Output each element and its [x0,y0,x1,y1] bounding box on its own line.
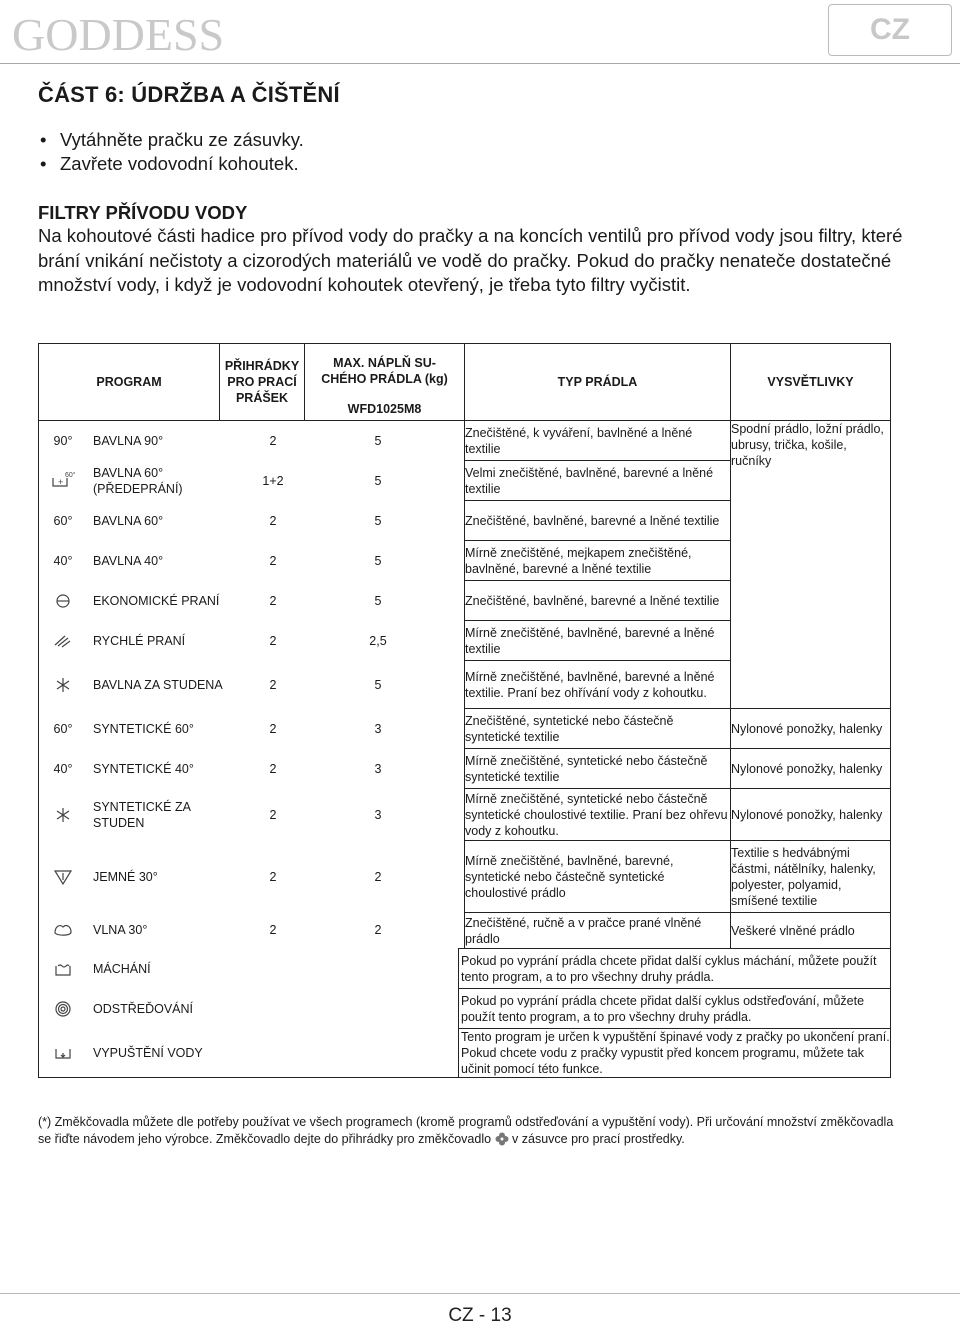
compartment-value: 2 [269,869,277,884]
program-note: Nylonové ponožky, halenky [731,789,891,841]
program-name: BAVLNA 60° [93,513,164,528]
max-load-value: 2,5 [369,633,387,648]
footnote [38,1114,898,1148]
bullet-text: Vytáhněte pračku ze zásuvky. [60,129,304,150]
compartment-value: 2 [269,677,277,692]
header-max-load-2: CHÉHO PRÁDLA (kg) [321,372,448,386]
fabric-type: Znečištěné, k vyváření, bavlněné a lněné textilie [465,421,731,461]
program-note: Veškeré vlněné prádlo [731,913,891,949]
program-name: EKONOMICKÉ PRANÍ [93,593,220,608]
compartment-value: 2 [269,721,277,736]
program-name: RYCHLÉ PRANÍ [93,633,186,648]
program-note: Nylonové ponožky, halenky [731,709,891,749]
program-note: Nylonové ponožky, halenky [731,749,891,789]
footer-divider [0,1293,960,1294]
fabric-type: Znečištěné, bavlněné, barevné a lněné textilie [465,581,731,621]
temperature-label: 90° [53,433,73,448]
compartment-value: 2 [269,513,277,528]
fabric-type: Mírně znečištěné, bavlněné, barevné a lněné textilie [465,621,731,661]
temperature-label: 60° [53,721,73,736]
eco-icon [39,592,87,610]
compartment-value: 2 [269,633,277,648]
fabric-type: Mírně znečištěné, syntetické nebo částečně syntetické textilie [465,749,731,789]
max-load-value: 2 [374,923,382,938]
fabric-type: Mírně znečištěné, bavlněné, barevné a lněné textilie. Praní bez ohřívání vody z kohoutku. [465,661,731,709]
fabric-type: Znečištěné, ručně a v pračce prané vlněné prádlo [465,913,731,949]
fabric-type: Mírně znečištěné, mejkapem znečištěné, bavlněné, barevné a lněné textilie [465,541,731,581]
spin-icon [39,999,87,1019]
bullet-item [38,152,918,176]
max-load-value: 5 [374,433,382,448]
program-description: Pokud po vyprání prádla chcete přidat další cyklus odstřeďování, můžete použít tento program, a to pro všechny druhy prádla. [459,989,891,1029]
program-name: SYNTETICKÉ 40° [93,761,194,776]
program-note: Spodní prádlo, ložní prádlo, ubrusy, trička, košile, ručníky [731,421,891,709]
wool-icon [39,921,87,939]
header-notes: VYSVĚTLIVKY [731,344,891,421]
program-name: SYNTETICKÉ 60° [93,721,194,736]
program-name: BAVLNA 40° [93,553,164,568]
svg-text:+: + [58,476,64,487]
compartment-value: 1+2 [262,473,284,488]
logo-text: GODDESS [12,9,225,60]
fabric-type: Znečištěné, bavlněné, barevné a lněné textilie [465,501,731,541]
table-row [39,913,891,949]
page-number: CZ - 13 [448,1305,512,1326]
rinse-icon [39,960,87,978]
goddess-logo [10,2,250,62]
header-program-group [39,344,465,421]
compartment-value: 2 [269,593,277,608]
bullet-item [38,128,918,152]
program-table [38,343,891,1078]
drain-icon [39,1044,87,1062]
header-compartments: PŘIHRÁDKY PRO PRACÍ PRÁŠEK [219,344,305,420]
fabric-type: Mírně znečištěné, bavlněné, barevné, syntetické nebo částečně syntetické choulostivé prádlo [465,841,731,913]
program-note: Textilie s hedvábnými částmi, nátělníky, halenky, polyester, polyamid, smíšené textilie [731,841,891,913]
table-row [39,949,891,989]
max-load-value: 5 [374,553,382,568]
quick-wash-icon [39,633,87,649]
softener-flower-icon [495,1132,509,1146]
table-row [39,989,891,1029]
max-load-value: 5 [374,473,382,488]
section-title: ČÁST 6: ÚDRŽBA A ČIŠTĚNÍ [38,82,340,107]
header-model: WFD1025M8 [347,402,422,416]
table-row [39,1029,891,1078]
table-body [39,421,891,1078]
program-name: VYPUŠTĚNÍ VODY [93,1045,203,1060]
header-divider [0,63,960,64]
footnote-text-2: v zásuvce pro prací prostředky. [512,1132,685,1146]
compartment-value: 2 [269,761,277,776]
max-load-value: 3 [374,721,382,736]
program-name: BAVLNA ZA STUDENA [93,677,223,692]
max-load-value: 5 [374,513,382,528]
temperature-label: 40° [53,553,73,568]
temperature-label: 60° [53,513,73,528]
program-name: ODSTŘEĎOVÁNÍ [93,1001,194,1016]
table-row [39,709,891,749]
program-description: Pokud po vyprání prádla chcete přidat další cyklus máchání, můžete použít tento program, a to pro všechny druhy prádla. [459,949,891,989]
intro-section [38,82,918,298]
max-load-value: 2 [374,869,382,884]
table-header-row [39,344,891,421]
max-load-value: 5 [374,677,382,692]
program-name: BAVLNA 90° [93,433,164,448]
bullet-list [38,128,918,176]
compartment-value: 2 [269,433,277,448]
compartment-value: 2 [269,807,277,822]
compartment-value: 2 [269,923,277,938]
header-fabric: TYP PRÁDLA [465,344,731,421]
table-row [39,749,891,789]
prewash-icon [39,470,87,492]
table-row [39,841,891,913]
footnote-text-1: (*) Změkčovadla můžete dle potřeby používat ve všech programech (kromě programů odstřeďování a vypuštění vody). Při určování množství změkčovadla se řiďte návodem jeho výrobce. Změkčovadlo dejte do přihrádky pro změkčovadlo [38,1115,894,1146]
table-row [39,421,891,461]
program-name: BAVLNA 60° (PŘEDEPRÁNÍ) [93,465,183,496]
bullet-text: Zavřete vodovodní kohoutek. [60,153,299,174]
language-badge: CZ [828,4,952,56]
program-name: SYNTETICKÉ ZA STUDEN [93,799,191,830]
program-description: Tento program je určen k vypuštění špinavé vody z pračky po ukončení praní. Pokud chcete vodu z pračky vypustit před koncem programu, můžete tak učinit pomocí této funkce. [459,1029,891,1078]
svg-text:60°: 60° [65,471,76,479]
temperature-label: 40° [53,761,73,776]
table-row [39,789,891,841]
delicate-icon [39,868,87,886]
filters-heading: FILTRY PŘÍVODU VODY [38,202,248,223]
fabric-type: Znečištěné, syntetické nebo částečně syntetické textilie [465,709,731,749]
program-name: MÁCHÁNÍ [93,961,151,976]
header-max-load-1: MAX. NÁPLŇ SU- [333,356,436,370]
compartment-value: 2 [269,553,277,568]
max-load-value: 3 [374,807,382,822]
max-load-value: 3 [374,761,382,776]
filters-paragraph: Na kohoutové části hadice pro přívod vody do pračky a na koncích ventilů pro přívod vody jsou filtry, které brání vnikání nečistoty a cizorodých materiálů ve vodě do pračky. Pokud do pračky nenateče dostatečné množství vody, i když je vodovodní kohoutek otevřený, je třeba tyto filtry vyčistit. [38,225,903,295]
program-name: JEMNÉ 30° [93,869,158,884]
max-load-value: 5 [374,593,382,608]
cold-wash-icon [39,676,87,694]
header-program: PROGRAM [96,375,162,389]
fabric-type: Mírně znečištěné, syntetické nebo částečně syntetické choulostivé textilie. Praní bez ohřevu vody z kohoutku. [465,789,731,841]
cold-synthetic-icon [39,806,87,824]
fabric-type: Velmi znečištěné, bavlněné, barevné a lněné textilie [465,461,731,501]
program-name: VLNA 30° [93,923,148,938]
